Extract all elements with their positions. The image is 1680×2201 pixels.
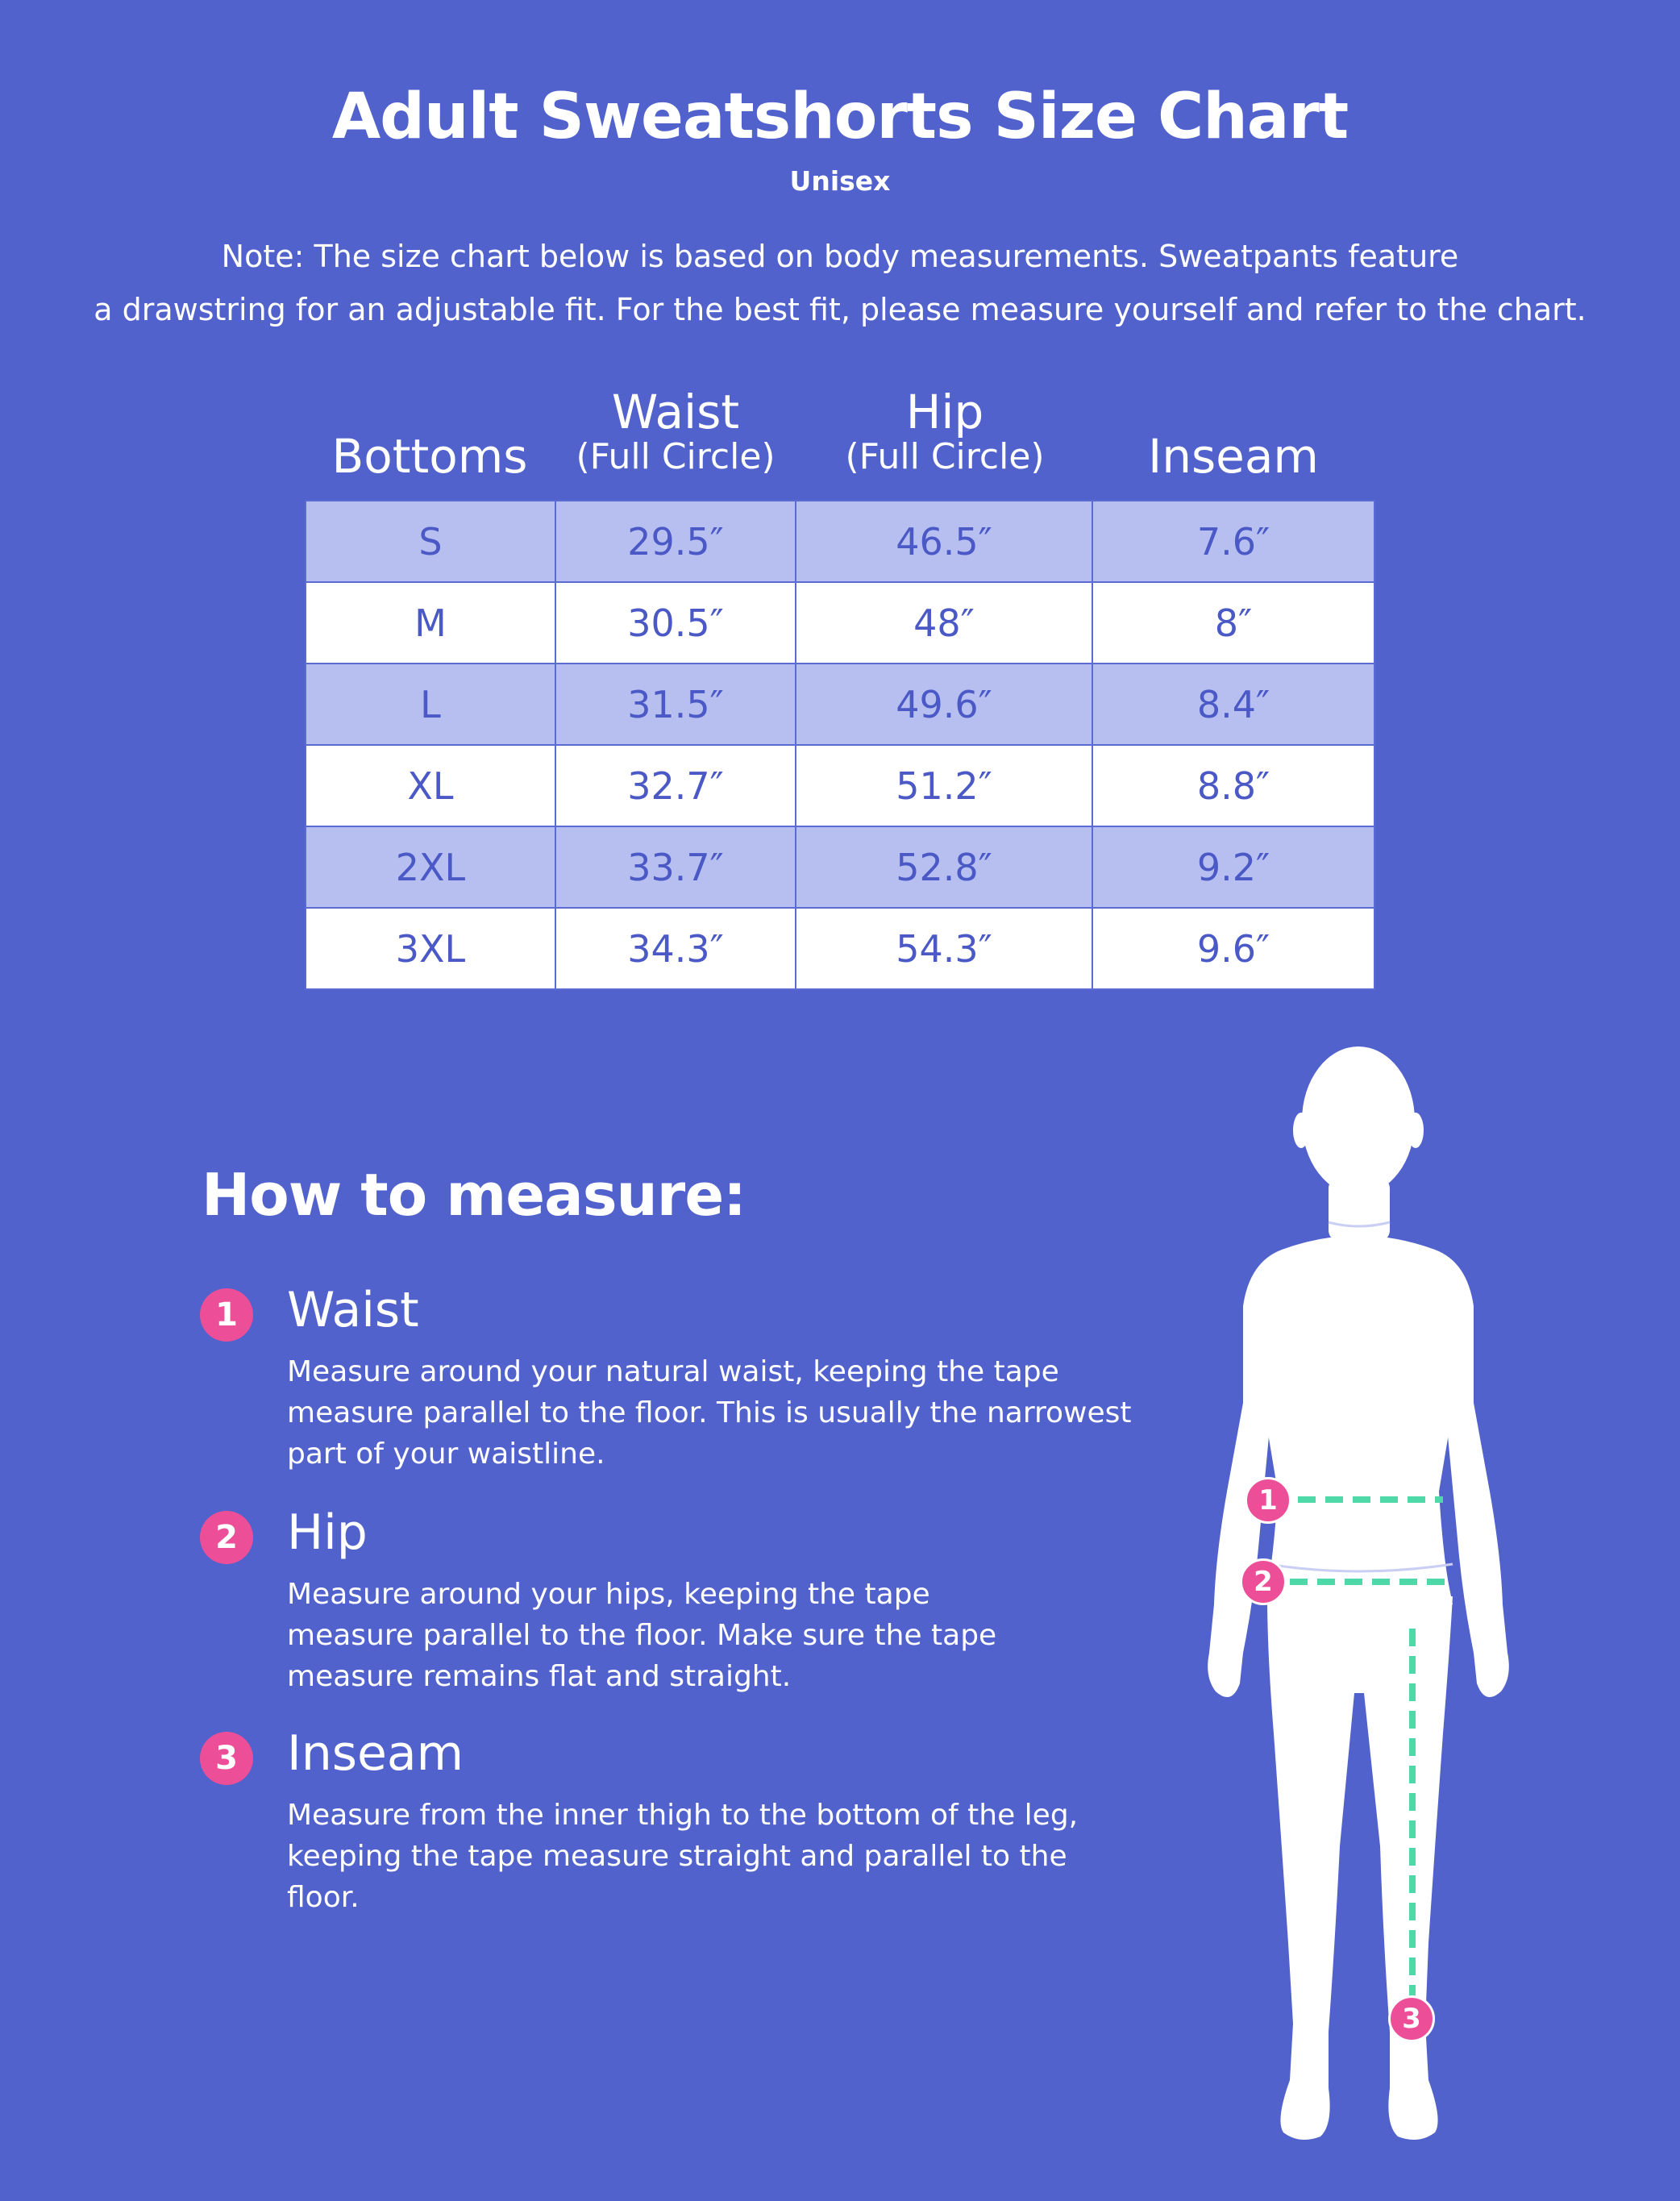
- size-cell: L: [306, 664, 555, 745]
- waist-cell: 29.5″: [555, 501, 796, 582]
- figure-badge-inseam: 3: [1388, 1995, 1435, 2042]
- step-title: Hip: [287, 1504, 368, 1561]
- waist-cell: 34.3″: [555, 908, 796, 989]
- hip-cell: 51.2″: [796, 745, 1092, 826]
- size-note-line-2: a drawstring for an adjustable fit. For the best fit, please measure yourself and refer to the chart.: [94, 292, 1586, 327]
- waist-cell: 30.5″: [555, 582, 796, 664]
- table-row: [306, 501, 1374, 582]
- human-silhouette-icon: [1193, 1040, 1532, 2153]
- inseam-cell: 8.4″: [1092, 664, 1374, 745]
- step-description: Measure around your natural waist, keeping the tape measure parallel to the floor. This is usually the narrowest part of your waistline.: [287, 1355, 1132, 1471]
- size-note: [0, 230, 1680, 336]
- figure-badge-waist: 1: [1245, 1477, 1291, 1524]
- size-cell: XL: [306, 745, 555, 826]
- column-header-hip: Hip (Full Circle): [845, 385, 1045, 477]
- step-number-badge: 1: [200, 1288, 253, 1342]
- step-description: Measure from the inner thigh to the bottom of the leg, keeping the tape measure straight and parallel to the floor.: [287, 1799, 1079, 1914]
- page-title: Adult Sweatshorts Size Chart: [331, 81, 1349, 153]
- hip-cell: 49.6″: [796, 664, 1092, 745]
- step-title: Waist: [287, 1282, 419, 1338]
- inseam-cell: 8.8″: [1092, 745, 1374, 826]
- table-row: [306, 826, 1374, 908]
- column-header-waist: Waist (Full Circle): [576, 385, 776, 477]
- table-row: [306, 664, 1374, 745]
- waist-cell: 33.7″: [555, 826, 796, 908]
- step-number-badge: 2: [200, 1511, 253, 1564]
- size-cell: 3XL: [306, 908, 555, 989]
- step-description: Measure around your hips, keeping the tape measure parallel to the floor. Make sure the tape measure remains flat and straight.: [287, 1578, 997, 1693]
- column-header-bottoms: Bottoms: [331, 429, 528, 484]
- inseam-cell: 8″: [1092, 582, 1374, 664]
- page-subtitle: Unisex: [789, 165, 891, 197]
- hip-cell: 54.3″: [796, 908, 1092, 989]
- waist-cell: 32.7″: [555, 745, 796, 826]
- hip-cell: 52.8″: [796, 826, 1092, 908]
- inseam-cell: 9.6″: [1092, 908, 1374, 989]
- waist-cell: 31.5″: [555, 664, 796, 745]
- figure-badge-hip: 2: [1240, 1558, 1287, 1605]
- table-row: [306, 908, 1374, 989]
- hip-cell: 46.5″: [796, 501, 1092, 582]
- size-table: [305, 500, 1375, 990]
- size-cell: S: [306, 501, 555, 582]
- table-row: [306, 582, 1374, 664]
- step-title: Inseam: [287, 1725, 464, 1782]
- column-header-inseam: Inseam: [1148, 429, 1319, 484]
- hip-cell: 48″: [796, 582, 1092, 664]
- how-to-measure-heading: How to measure:: [202, 1161, 746, 1229]
- size-cell: M: [306, 582, 555, 664]
- measurement-figure: [1193, 1040, 1532, 2153]
- step-number-badge: 3: [200, 1732, 253, 1785]
- inseam-cell: 7.6″: [1092, 501, 1374, 582]
- size-note-line-1: Note: The size chart below is based on body measurements. Sweatpants feature: [221, 239, 1459, 274]
- size-cell: 2XL: [306, 826, 555, 908]
- inseam-cell: 9.2″: [1092, 826, 1374, 908]
- table-row: [306, 745, 1374, 826]
